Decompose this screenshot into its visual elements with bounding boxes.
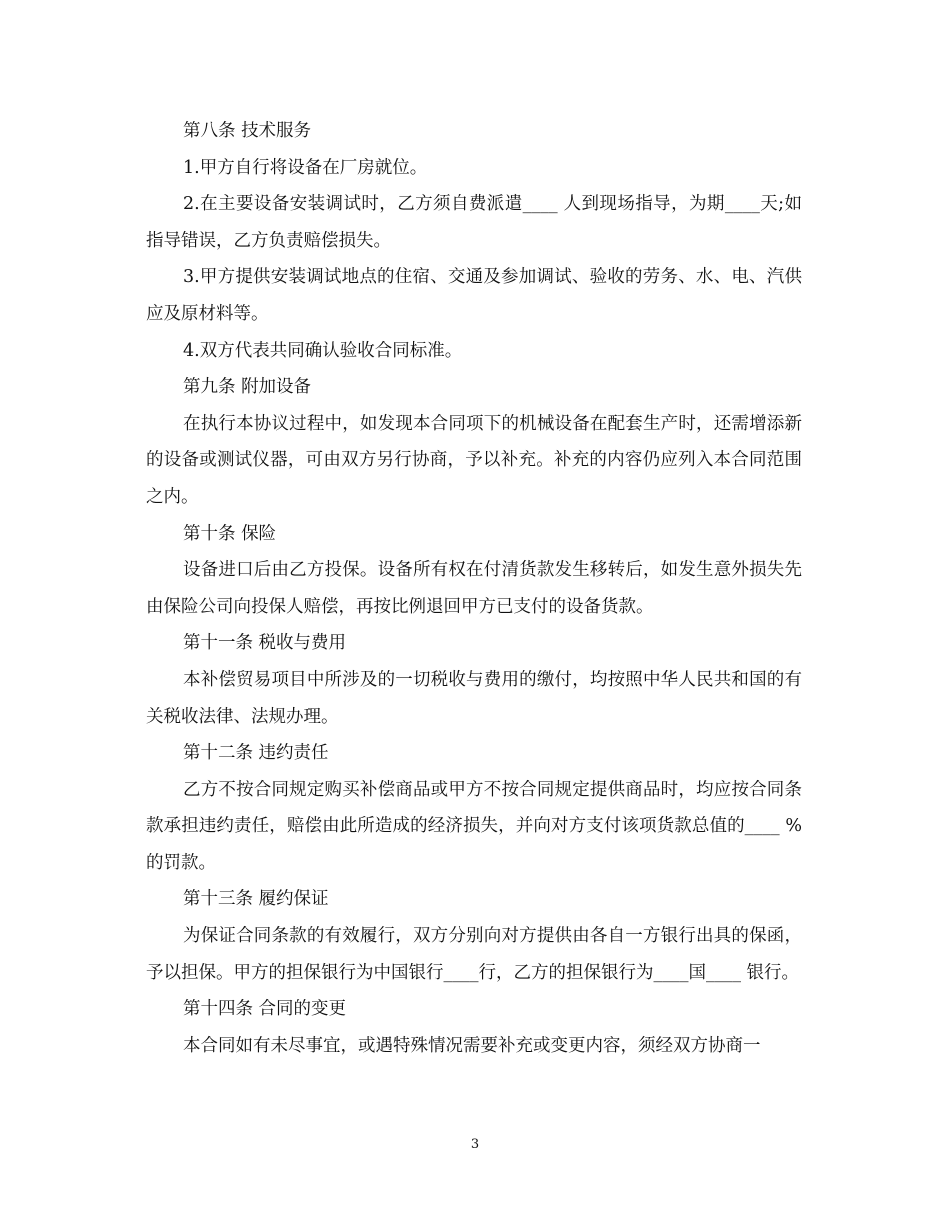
article-14-body: 本合同如有未尽事宜，或遇特殊情况需要补充或变更内容，须经双方协商一 [183,1035,761,1056]
article-8-heading: 第八条 技术服务 [183,121,312,141]
article-11-heading: 第十一条 税收与费用 [183,633,347,654]
article-13-body: 为保证合同条款的有效履行，双方分别向对方提供由各自一方银行出具的保函，予以担保。甲方的担保银行为中国银行____行，乙方的担保银行为____国____ 银行。 [146,926,802,983]
article-10-heading: 第十条 保险 [183,523,277,544]
article-14-heading: 第十四条 合同的变更 [183,999,347,1020]
article-9-body: 在执行本协议过程中，如发现本合同项下的机械设备在配套生产时，还需增添新的设备或测试仪器，可由双方另行协商，予以补充。补充的内容仍应列入本合同范围之内。 [146,413,802,507]
article-8-clause-4: 4.双方代表共同确认验收合同标准。 [183,340,463,361]
page-number: 3 [470,1137,480,1152]
article-8-clause-1: 1.甲方自行将设备在厂房就位。 [183,157,428,178]
article-10-body: 设备进口后由乙方投保。设备所有权在付清货款发生移转后，如发生意外损失先由保险公司向投保人赔偿，再按比例退回甲方已支付的设备货款。 [146,560,802,617]
article-13-heading: 第十三条 履约保证 [183,889,329,910]
article-12-heading: 第十二条 违约责任 [183,743,329,764]
article-8-clause-3: 3.甲方提供安装调试地点的住宿、交通及参加调试、验收的劳务、水、电、汽供应及原材料等。 [146,267,802,324]
article-11-body: 本补偿贸易项目中所涉及的一切税收与费用的缴付，均按照中华人民共和国的有关税收法律、法规办理。 [146,669,802,727]
document-body [146,113,802,1064]
article-8-clause-2: 2.在主要设备安装调试时，乙方须自费派遣____ 人到现场指导，为期____天;如指导错误，乙方负责赔偿损失。 [146,194,802,251]
article-9-heading: 第九条 附加设备 [183,377,312,398]
article-12-body: 乙方不按合同规定购买补偿商品或甲方不按合同规定提供商品时，均应按合同条款承担违约责任，赔偿由此所造成的经济损失，并向对方支付该项货款总值的____ %的罚款。 [146,779,802,873]
